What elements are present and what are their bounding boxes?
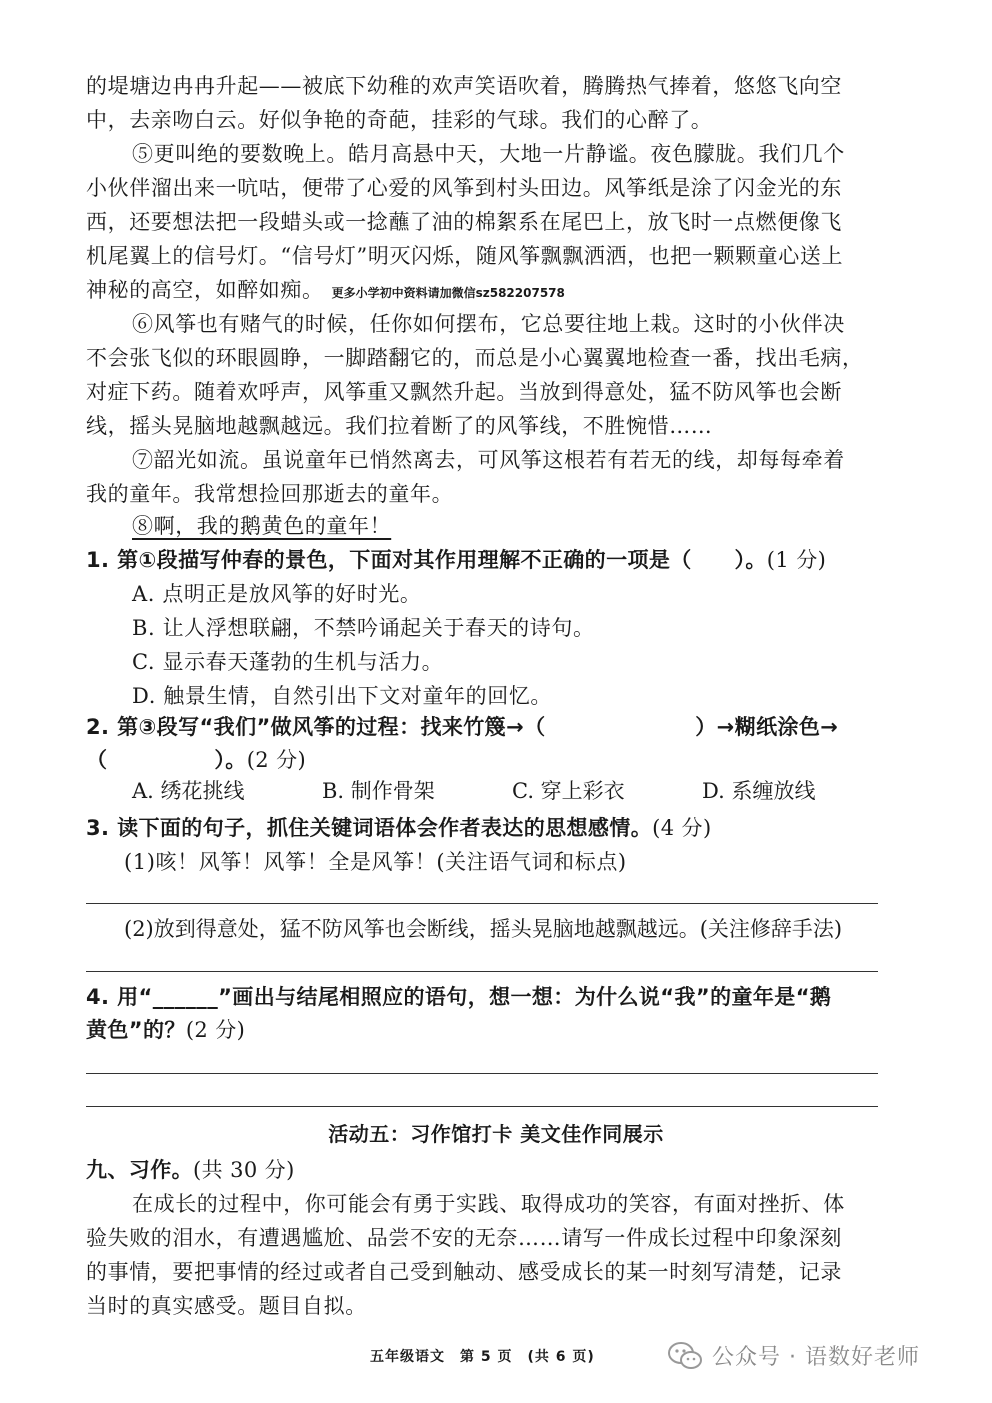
option-a: A. 绣花挑线 bbox=[132, 779, 245, 803]
passage-line: 的堤塘边冉冉升起——被底下幼稚的欢声笑语吹着，腾腾热气捧着，悠悠飞向空 bbox=[86, 74, 842, 98]
answer-blank: （ ）。 bbox=[86, 748, 247, 772]
passage-line: 中，去亲吻白云。好似争艳的奇葩，挂彩的气球。我们的心醉了。 bbox=[86, 108, 713, 132]
sub-question-2: (2)放到得意处，猛不防风筝也会断线，摇头晃脑地越飘越远。(关注修辞手法) bbox=[124, 917, 843, 941]
passage-line: 对症下药。随着欢呼声，风筝重又飘然升起。当放到得意处，猛不防风筝也会断 bbox=[86, 380, 842, 404]
option-d: D. 系缠放线 bbox=[702, 779, 816, 803]
passage-line bbox=[86, 274, 910, 309]
contact-note: 更多小学初中资料请加微信sz582207578 bbox=[331, 286, 565, 300]
question-2-stem-cont bbox=[86, 744, 910, 776]
passage-line: 机尾翼上的信号灯。“信号灯”明灭闪烁，随风筝飘飘洒洒，也把一颗颗童心送上 bbox=[86, 244, 844, 268]
answer-line[interactable] bbox=[86, 903, 878, 904]
wechat-icon bbox=[668, 1341, 702, 1371]
section-heading: 活动五：习作馆打卡 美文佳作同展示 bbox=[328, 1122, 664, 1146]
question-points: (4 分) bbox=[652, 816, 712, 840]
passage-line: 西，还要想法把一段蜡头或一捻蘸了油的棉絮系在尾巴上，放飞时一点燃便像飞 bbox=[86, 210, 842, 234]
composition-prompt-line: 当时的真实感受。题目自拟。 bbox=[86, 1294, 367, 1318]
question-points: (1 分) bbox=[766, 548, 827, 572]
watermark-text: 公众号 · 语数好老师 bbox=[712, 1345, 920, 1370]
question-stem: 3. 读下面的句子，抓住关键词语体会作者表达的思想感情。 bbox=[86, 816, 653, 840]
passage-line: ⑥风筝也有赌气的时候，任你如何摆布，它总要往地上栽。这时的小伙伴决 bbox=[132, 312, 845, 336]
passage-line: ⑦韶光如流。虽说童年已悄然离去，可风筝这根若有若无的线，却每每牵着 bbox=[132, 448, 845, 472]
passage-line: 线，摇头晃脑地越飘越远。我们拉着断了的风筝线，不胜惋惜…… bbox=[86, 414, 713, 438]
option-d: D. 触景生情，自然引出下文对童年的回忆。 bbox=[132, 684, 553, 708]
passage-line: 不会张飞似的环眼圆睁，一脚踏翻它的，而总是小心翼翼地检查一番，找出毛病， bbox=[86, 346, 864, 370]
question-stem: 黄色”的？ bbox=[86, 1018, 186, 1042]
option-c: C. 显示春天蓬勃的生机与活力。 bbox=[132, 650, 444, 674]
question-2-stem: 2. 第③段写“我们”做风筝的过程：找来竹篾→（ ）→糊纸涂色→ bbox=[86, 715, 839, 739]
watermark bbox=[668, 1340, 920, 1371]
question-4-stem-cont bbox=[86, 1014, 910, 1046]
page-number: 五年级语文 第 5 页 (共 6 页) bbox=[370, 1349, 595, 1365]
passage-line: ⑤更叫绝的要数晚上。皓月高悬中天，大地一片静谧。夜色朦胧。我们几个 bbox=[132, 142, 845, 166]
passage-ending bbox=[132, 510, 910, 542]
answer-line[interactable] bbox=[86, 971, 878, 972]
underlined-sentence: ⑧啊，我的鹅黄色的童年！ bbox=[132, 514, 392, 538]
question-points: (2 分) bbox=[246, 748, 307, 772]
question-3 bbox=[86, 812, 910, 844]
passage-text: 神秘的高空，如醉如痴。 bbox=[86, 278, 324, 302]
answer-line[interactable] bbox=[86, 1106, 878, 1107]
answer-line[interactable] bbox=[86, 1073, 878, 1074]
option-c: C. 穿上彩衣 bbox=[512, 779, 625, 803]
sub-question-1: (1)咳！风筝！风筝！全是风筝！(关注语气词和标点) bbox=[124, 850, 627, 874]
option-b: B. 制作骨架 bbox=[322, 779, 435, 803]
question-1 bbox=[86, 544, 910, 576]
composition-label: 九、习作。 bbox=[86, 1158, 193, 1182]
question-4-stem: 4. 用“______”画出与结尾相照应的语句，想一想：为什么说“我”的童年是“鹅 bbox=[86, 985, 832, 1009]
question-points: (2 分) bbox=[185, 1018, 246, 1042]
option-a: A. 点明正是放风筝的好时光。 bbox=[132, 582, 422, 606]
composition-prompt-line: 验失败的泪水，有遭遇尴尬、品尝不安的无奈……请写一件成长过程中印象深刻 bbox=[86, 1226, 842, 1250]
composition-prompt-line: 在成长的过程中，你可能会有勇于实践、取得成功的笑容，有面对挫折、体 bbox=[132, 1192, 845, 1216]
question-stem: 1. 第①段描写仲春的景色，下面对其作用理解不正确的一项是（ ）。 bbox=[86, 548, 767, 572]
composition-prompt-line: 的事情，要把事情的经过或者自己受到触动、感受成长的某一时刻写清楚，记录 bbox=[86, 1260, 842, 1284]
passage-line: 小伙伴溜出来一吭咕，便带了心爱的风筝到村头田边。风筝纸是涂了闪金光的东 bbox=[86, 176, 842, 200]
passage-line: 我的童年。我常想捡回那逝去的童年。 bbox=[86, 482, 454, 506]
composition-title bbox=[86, 1154, 910, 1186]
option-b: B. 让人浮想联翩，不禁吟诵起关于春天的诗句。 bbox=[132, 616, 595, 640]
composition-points: (共 30 分) bbox=[193, 1158, 295, 1182]
